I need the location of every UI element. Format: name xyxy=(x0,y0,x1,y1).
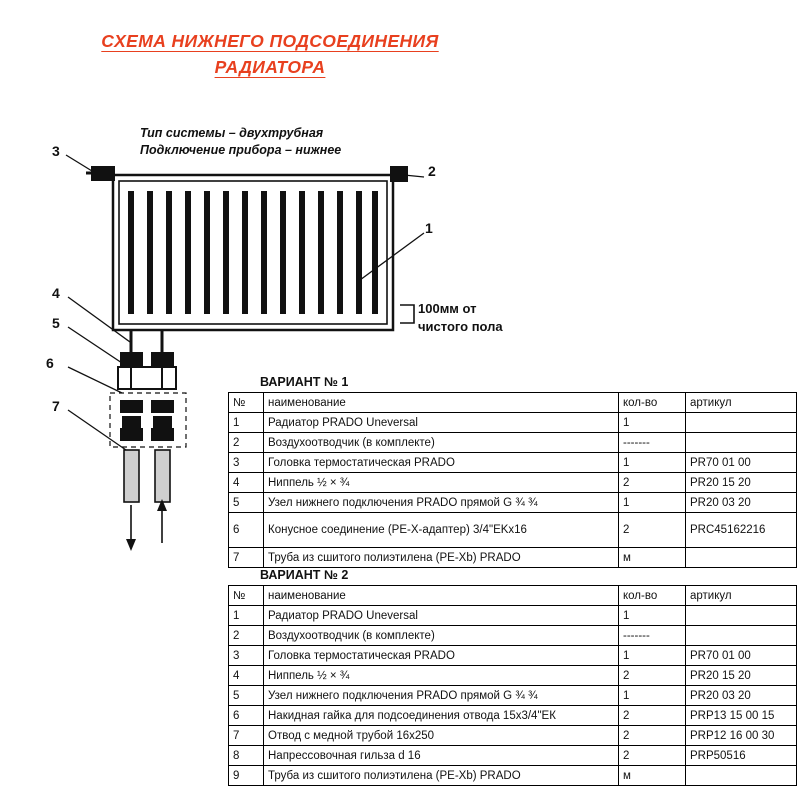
cell-article: PR20 15 20 xyxy=(686,666,797,686)
cell-name: Накидная гайка для подсоединения отвода 15х3/4"ЕК xyxy=(264,706,619,726)
cell-quantity: 1 xyxy=(619,453,686,473)
variant-2-block xyxy=(228,568,797,786)
table-row xyxy=(229,746,797,766)
callout-4: 4 xyxy=(52,285,60,301)
cell-name: Радиатор PRADO Uneversal xyxy=(264,606,619,626)
table-row xyxy=(229,473,797,493)
table-header-row xyxy=(229,586,797,606)
table-row xyxy=(229,413,797,433)
cell-article xyxy=(686,626,797,646)
cell-article: PRC45162216 xyxy=(686,513,797,548)
cell-quantity: 2 xyxy=(619,706,686,726)
cell-quantity: м xyxy=(619,548,686,568)
cell-name: Ниппель ½ × ¾ xyxy=(264,473,619,493)
cell-article: PRP50516 xyxy=(686,746,797,766)
variant-2-table xyxy=(228,585,797,786)
cell-article: PR20 03 20 xyxy=(686,493,797,513)
table-row xyxy=(229,513,797,548)
page-title-line-1: СХЕМА НИЖНЕГО ПОДСОЕДИНЕНИЯ xyxy=(101,31,439,51)
cell-name: Радиатор PRADO Uneversal xyxy=(264,413,619,433)
table-row xyxy=(229,646,797,666)
table-row xyxy=(229,606,797,626)
cell-number: 3 xyxy=(229,453,264,473)
header-number: № xyxy=(229,586,264,606)
table-row xyxy=(229,433,797,453)
cell-number: 8 xyxy=(229,746,264,766)
cell-number: 5 xyxy=(229,493,264,513)
header-article: артикул xyxy=(686,393,797,413)
cell-name: Головка термостатическая PRADO xyxy=(264,453,619,473)
cell-name: Узел нижнего подключения PRADO прямой G ¾ ¾ xyxy=(264,686,619,706)
floor-height-line-2: чистого пола xyxy=(418,319,503,334)
variant-2-caption: ВАРИАНТ № 2 xyxy=(260,568,349,582)
header-name: наименование xyxy=(264,586,619,606)
cell-quantity: 2 xyxy=(619,666,686,686)
cell-name: Ниппель ½ × ¾ xyxy=(264,666,619,686)
cell-quantity: 1 xyxy=(619,646,686,666)
cell-quantity: 2 xyxy=(619,513,686,548)
cell-number: 2 xyxy=(229,433,264,453)
cell-quantity: ------- xyxy=(619,433,686,453)
cell-article xyxy=(686,606,797,626)
header-quantity: кол-во xyxy=(619,393,686,413)
cell-quantity: 1 xyxy=(619,606,686,626)
cell-name: Воздухоотводчик (в комплекте) xyxy=(264,433,619,453)
cell-article xyxy=(686,548,797,568)
callout-2: 2 xyxy=(428,163,436,179)
cell-quantity: 1 xyxy=(619,686,686,706)
table-row xyxy=(229,493,797,513)
table-row xyxy=(229,666,797,686)
callout-1: 1 xyxy=(425,220,433,236)
cell-name: Отвод с медной трубой 16х250 xyxy=(264,726,619,746)
cell-article: PR20 03 20 xyxy=(686,686,797,706)
page-title-line-2: РАДИАТОРА xyxy=(214,57,326,77)
callout-5: 5 xyxy=(52,315,60,331)
cell-quantity: 2 xyxy=(619,473,686,493)
cell-name: Конусное соединение (PE-X-адаптер) 3/4"EKx16 xyxy=(264,513,619,548)
cell-number: 1 xyxy=(229,413,264,433)
cell-number: 2 xyxy=(229,626,264,646)
cell-number: 4 xyxy=(229,473,264,493)
table-row xyxy=(229,686,797,706)
callout-3: 3 xyxy=(52,143,60,159)
system-type-line-1: Тип системы – двухтрубная xyxy=(140,126,324,140)
cell-article: PR70 01 00 xyxy=(686,453,797,473)
header-name: наименование xyxy=(264,393,619,413)
cell-quantity: м xyxy=(619,766,686,786)
cell-name: Узел нижнего подключения PRADO прямой G ¾ ¾ xyxy=(264,493,619,513)
cell-number: 9 xyxy=(229,766,264,786)
cell-article: PR20 15 20 xyxy=(686,473,797,493)
header-number: № xyxy=(229,393,264,413)
cell-number: 7 xyxy=(229,726,264,746)
cell-article: PR70 01 00 xyxy=(686,646,797,666)
cell-article xyxy=(686,433,797,453)
cell-quantity: 1 xyxy=(619,413,686,433)
page-title xyxy=(60,28,480,80)
cell-number: 4 xyxy=(229,666,264,686)
cell-article xyxy=(686,413,797,433)
table-row xyxy=(229,766,797,786)
cell-article: PRP12 16 00 30 xyxy=(686,726,797,746)
table-header-row xyxy=(229,393,797,413)
variant-1-block xyxy=(228,375,797,568)
cell-name: Труба из сшитого полиэтилена (PE-Xb) PRADO xyxy=(264,766,619,786)
cell-name: Напрессовочная гильза d 16 xyxy=(264,746,619,766)
variant-1-table xyxy=(228,392,797,568)
cell-number: 6 xyxy=(229,706,264,726)
cell-number: 6 xyxy=(229,513,264,548)
callout-6: 6 xyxy=(46,355,54,371)
variant-1-caption: ВАРИАНТ № 1 xyxy=(260,375,349,389)
header-article: артикул xyxy=(686,586,797,606)
cell-number: 7 xyxy=(229,548,264,568)
table-row xyxy=(229,626,797,646)
table-row xyxy=(229,726,797,746)
callout-7: 7 xyxy=(52,398,60,414)
cell-number: 3 xyxy=(229,646,264,666)
table-row xyxy=(229,706,797,726)
cell-quantity: 2 xyxy=(619,726,686,746)
system-type-line-2: Подключение прибора – нижнее xyxy=(140,143,342,157)
table-row xyxy=(229,548,797,568)
cell-number: 1 xyxy=(229,606,264,626)
cell-quantity: 1 xyxy=(619,493,686,513)
cell-name: Воздухоотводчик (в комплекте) xyxy=(264,626,619,646)
cell-quantity: 2 xyxy=(619,746,686,766)
cell-name: Головка термостатическая PRADO xyxy=(264,646,619,666)
table-row xyxy=(229,453,797,473)
floor-height-line-1: 100мм от xyxy=(418,301,477,316)
cell-quantity: ------- xyxy=(619,626,686,646)
cell-article: PRP13 15 00 15 xyxy=(686,706,797,726)
cell-number: 5 xyxy=(229,686,264,706)
cell-name: Труба из сшитого полиэтилена (PE-Xb) PRADO xyxy=(264,548,619,568)
header-quantity: кол-во xyxy=(619,586,686,606)
cell-article xyxy=(686,766,797,786)
